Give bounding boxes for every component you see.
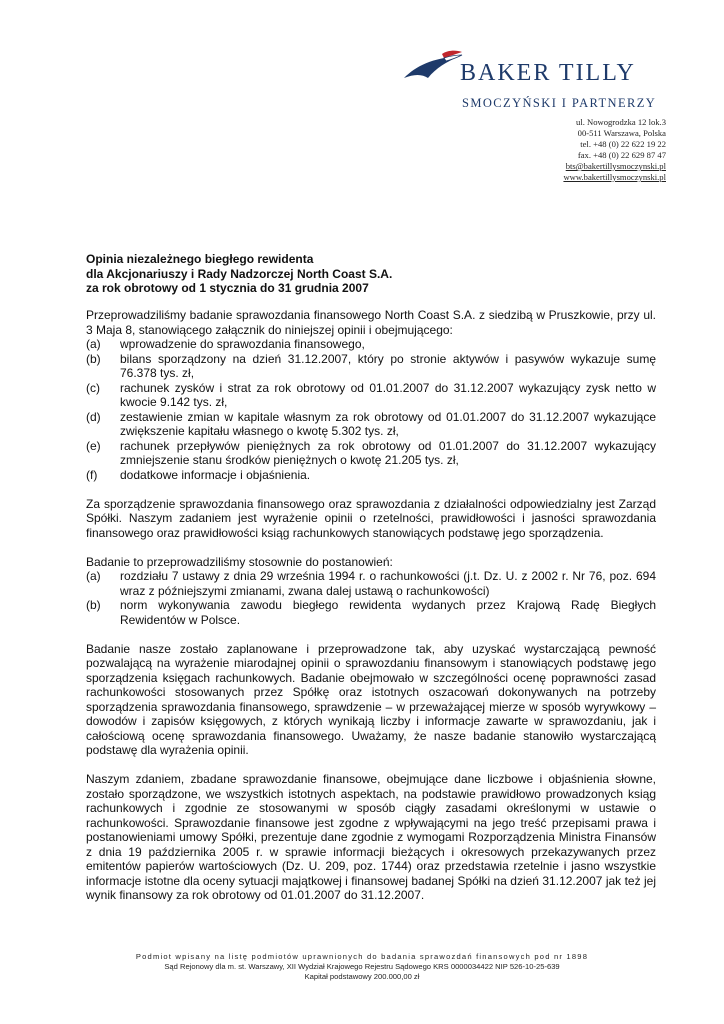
title-line: za rok obrotowy od 1 stycznia do 31 grudnia 2007	[86, 281, 369, 295]
title-line: dla Akcjonariuszy i Rady Nadzorczej North Coast S.A.	[86, 266, 393, 281]
list-item-text: wprowadzenie do sprawozdania finansowego,	[120, 337, 365, 351]
list-marker: (b)	[86, 351, 101, 366]
list-item	[86, 337, 656, 352]
list-marker: (e)	[86, 438, 101, 453]
list-item	[86, 410, 656, 439]
list-item-text: zestawienie zmian w kapitale własnym za rok obrotowy od 01.01.2007 do 31.12.2007 wykazujące zwiększenie kapitału własnego o kwotę 5.302 tys. zł,	[120, 409, 656, 438]
court-registry-line: Sąd Rejonowy dla m. st. Warszawy, XII Wydział Krajowego Rejestru Sądowego KRS 0000034422 NIP 526-10-25-639	[164, 962, 560, 971]
bird-emblem-icon	[402, 48, 464, 90]
fax-number: fax. +48 (0) 22 629 87 47	[577, 150, 666, 160]
list-marker: (a)	[86, 337, 101, 351]
email-link[interactable]: bts@bakertillysmoczynski.pl	[565, 161, 666, 171]
list-item	[86, 598, 656, 627]
basis-intro-paragraph: Badanie to przeprowadziliśmy stosownie do postanowień:	[86, 554, 393, 569]
list-item	[86, 439, 656, 468]
scope-paragraph: Badanie nasze zostało zaplanowane i przeprowadzone tak, aby uzyskać wystarczającą pewność pozwalającą na wyrażenie miarodajnej opinii o sprawozdaniu finansowym i stanowiących podstawę jego sporządzenia księgach rachunkowych. Badanie obejmowało w szczególności ocenę poprawności zasad rachunkowości stosowanych przez Spółkę oraz istotnych oszacowań dokonywanych na potrzeby sporządzenia sprawozdania finansowego, sprawdzenie – w przeważającej mierze w sposób wyrywkowy – dowodów i zapisów księgowych, z których wynikają liczby i informacje zawarte w sprawozdaniu, jak i całościową ocenę sprawozdania finansowego. Uważamy, że nasze badanie stanowiło wystarczającą podstawę dla wyrażenia opinii.	[86, 641, 656, 757]
list-item	[86, 381, 656, 410]
list-marker: (d)	[86, 409, 101, 424]
list-item-text: rachunek przepływów pieniężnych za rok obrotowy od 01.01.2007 do 31.12.2007 wykazujący zmniejszenie stanu środków pieniężnych o kwotę 21.205 tys. zł,	[120, 438, 656, 467]
list-item-text: dodatkowe informacje i objaśnienia.	[120, 467, 311, 482]
list-marker: (f)	[86, 467, 98, 482]
company-logo	[400, 38, 656, 118]
list-item	[86, 569, 656, 598]
intro-paragraph: Przeprowadziliśmy badanie sprawozdania finansowego North Coast S.A. z siedzibą w Pruszkowie, przy ul. 3 Maja 8, stanowiącego załącznik do niniejszej opinii i obejmującego:	[86, 308, 656, 337]
company-subtitle: SMOCZYŃSKI I PARTNERZY	[462, 96, 657, 110]
basis-list	[86, 569, 656, 627]
list-item-text: rozdziału 7 ustawy z dnia 29 września 1994 r. o rachunkowości (j.t. Dz. U. z 2002 r. Nr 76, poz. 694 wraz z późniejszymi zmianami, zwana dalej ustawą o rachunkowości)	[120, 569, 656, 598]
list-item	[86, 468, 656, 483]
document-title	[86, 252, 392, 296]
list-item-text: rachunek zysków i strat za rok obrotowy od 01.01.2007 do 31.12.2007 wykazujący zysk netto w kwocie 9.142 tys. zł,	[120, 380, 656, 409]
phone-number: tel. +48 (0) 22 622 19 22	[580, 139, 666, 149]
list-item	[86, 352, 656, 381]
list-marker: (a)	[86, 569, 101, 583]
address-city: 00-511 Warszawa, Polska	[577, 128, 666, 138]
document-body	[86, 308, 656, 903]
list-marker: (b)	[86, 598, 101, 612]
share-capital-line: Kapitał podstawowy 200.000,00 zł	[304, 972, 420, 981]
title-line: Opinia niezależnego biegłego rewidenta	[86, 252, 314, 266]
statement-components-list	[86, 337, 656, 482]
list-item-text: norm wykonywania zawodu biegłego rewidenta wydanych przez Krajową Radę Biegłych Rewidentów w Polsce.	[120, 598, 656, 627]
responsibility-paragraph: Za sporządzenie sprawozdania finansowego oraz sprawozdania z działalności odpowiedzialny jest Zarząd Spółki. Naszym zadaniem jest wyrażenie opinii o rzetelności, prawidłowości i jasności sprawozdania finansowego oraz prawidłowości ksiąg rachunkowych stanowiących podstawę jego sporządzenia.	[86, 496, 656, 540]
page-footer	[0, 952, 724, 982]
address-street: ul. Nowogrodzka 12 lok.3	[576, 117, 666, 127]
website-link[interactable]: www.bakertillysmoczynski.pl	[563, 172, 666, 182]
list-item-text: bilans sporządzony na dzień 31.12.2007, który po stronie aktywów i pasywów wykazuje sumę 76.378 tys. zł,	[120, 351, 656, 380]
opinion-paragraph: Naszym zdaniem, zbadane sprawozdanie finansowe, obejmujące dane liczbowe i objaśnienia słowne, zostało sporządzone, we wszystkich istotnych aspektach, na podstawie prawidłowo prowadzonych ksiąg rachunkowych i zgodnie ze stosowanymi w sposób ciągły zasadami określonymi w ustawie o rachunkowości. Sprawozdanie finansowe jest zgodne z wpływającymi na jego treść przepisami prawa i postanowieniami umowy Spółki, prezentuje dane zgodnie z wymogami Rozporządzenia Ministra Finansów z dnia 19 października 2005 r. w sprawie informacji bieżących i okresowych przekazywanych przez emitentów papierów wartościowych (Dz. U. 209, poz. 1744) oraz przedstawia rzetelnie i jasno wszystkie informacje istotne dla oceny sytuacji majątkowej i finansowej badanej Spółki na dzień 31.12.2007 jak też jej wynik finansowy za rok obrotowy od 01.01.2007 do 31.12.2007.	[86, 772, 656, 902]
company-name: BAKER TILLY	[460, 60, 636, 86]
contact-block	[563, 117, 666, 183]
list-marker: (c)	[86, 380, 100, 395]
registry-line: Podmiot wpisany na listę podmiotów uprawnionych do badania sprawozdań finansowych pod nr 1898	[135, 952, 589, 961]
